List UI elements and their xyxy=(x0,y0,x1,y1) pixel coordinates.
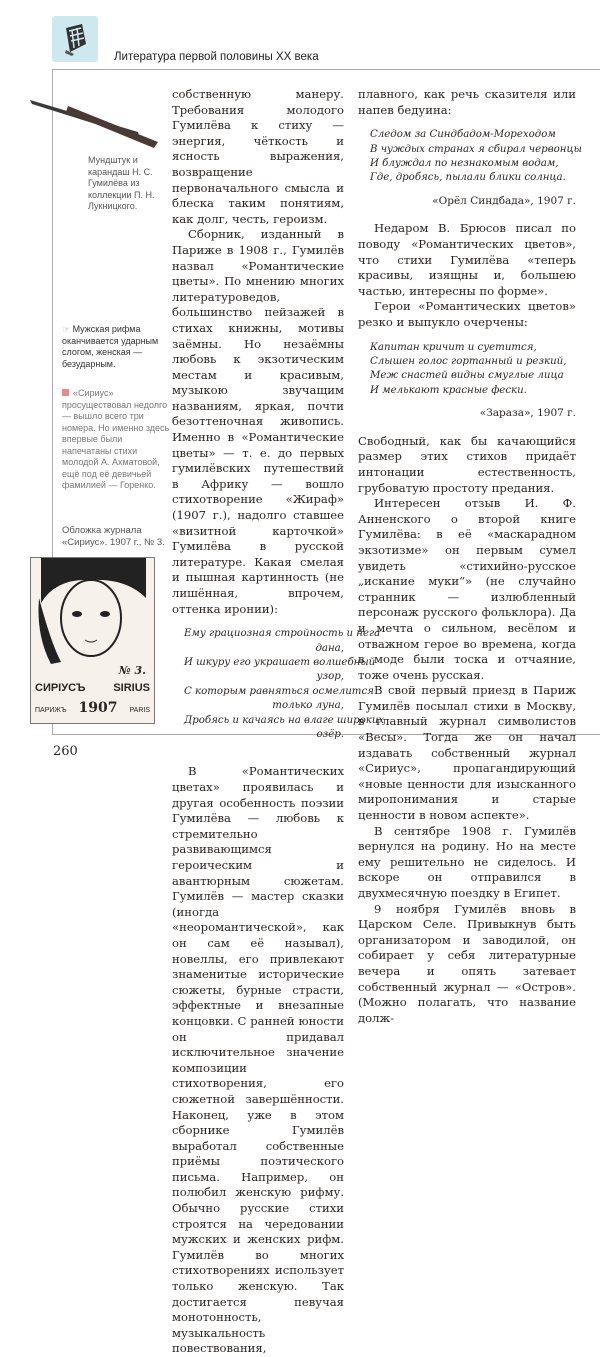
cover-year: 1907 xyxy=(78,700,118,716)
poem-line: И мелькают красные фески. xyxy=(370,384,527,396)
poem-line: Где, дробясь, пылали блики солнца. xyxy=(370,172,566,184)
cover-title-lat: SIRIUS xyxy=(113,682,150,694)
poem-line: С которым равняться осмелится xyxy=(184,685,374,697)
middle-column xyxy=(172,87,385,1357)
paragraph: В свой первый приезд в Париж Гумилёв посылал стихи в Москву, в главный журнал символистов «Весы». Тогда же он начал издавать собственный журнал «Сириус», пропагандирующий «новые ценности для изысканного миропонимания и старые ценности в новом аспекте». xyxy=(358,683,576,823)
page-number: 260 xyxy=(53,744,78,759)
poem-line: Ему грациозная стройность и нега xyxy=(184,628,381,640)
section-title: Литература первой половины XX века xyxy=(114,51,319,63)
cover-title-row xyxy=(35,682,150,694)
paragraph: собственную манеру. Требования молодого Гумилёва к стиху — энергия, чёткость и ясность выражения, возвращение первоначального смысла и блеска таким понятиям, как долг, честь, героизм. xyxy=(172,87,344,226)
paragraph: Интересен отзыв И. Ф. Анненского о второй книге Гумилёва: в её «маскарадном экзотизме» он первым сумел увидеть «стихийно-русское „искание муки“» (не случайно странник — излюбленный персонаж русского фольклора). Да и мечта о сильном, весёлом и отважном герое во времена, когда в моде были тоска и отчаяние, тоже очень русская. xyxy=(358,496,576,682)
note-marker-icon xyxy=(62,389,69,396)
poem-line: Слышен голос гортанный и резкий, xyxy=(370,355,567,367)
paragraph: Свободный, как бы качающийся размер этих стихов придаёт интонации естественность, грубоватую простоту предания. xyxy=(358,433,576,495)
poem-source: «Орёл Синдбада», 1907 г. xyxy=(432,194,576,207)
paragraph: Герои «Романтических цветов» резко и выпукло очерчены: xyxy=(358,299,576,329)
poem-line: В чуждых странах я сбирал червонцы xyxy=(370,143,582,155)
paragraph: 9 ноября Гумилёв вновь в Царском Селе. Привыкнув быть организатором и заводилой, он собирает у себя литературные вечера и опять затевает собственный журнал — «Остров». (Можно полагать, что название долж- xyxy=(358,901,576,1025)
paragraph: Недаром В. Брюсов писал по поводу «Романтических цветов», что стихи Гумилёва «теперь красивы, изящны и, большею частью, интересны по форме». xyxy=(358,221,576,298)
poem-line: Следом за Синдбадом-Мореходом xyxy=(370,129,556,141)
poem-source: «Зараза», 1907 г. xyxy=(479,407,576,420)
cover-bottom-row xyxy=(35,700,150,716)
poem-line: дана, xyxy=(315,642,344,654)
right-column xyxy=(358,87,582,1026)
poem-line: только луна, xyxy=(272,700,344,712)
paragraph: плавного, как речь сказителя или напев бедуина: xyxy=(358,87,576,117)
sirius-note xyxy=(62,388,172,492)
pencil-caption: Мундштук и карандаш Н. С. Гумилёва из коллекции П. Н. Лукницкого. xyxy=(88,155,155,211)
cover-city-ru: ПАРИЖЪ xyxy=(35,707,67,714)
paragraph: В сентябре 1908 г. Гумилёв вернулся на родину. Но на месте ему решительно не сиделось. И вскоре он отправился в двухмесячную поездку в Египет. xyxy=(358,823,576,900)
poem-sindbad xyxy=(370,128,582,186)
poem-line: Дробясь и качаясь на влаге широких xyxy=(184,714,385,726)
poem-line: озёр. xyxy=(316,729,344,741)
frame-divider xyxy=(52,69,600,70)
cover-city-lat: PARIS xyxy=(129,707,150,714)
poem-line: Капитан кричит и суетится, xyxy=(370,341,537,353)
cover-caption: Обложка журнала «Сириус». 1907 г., № 3. xyxy=(62,525,165,548)
poem-giraffe xyxy=(184,627,385,742)
poem-line: узор, xyxy=(316,671,344,683)
cover-issue: № 3. xyxy=(118,664,146,677)
poem-line: И шкуру его украшает волшебный xyxy=(184,657,376,668)
paragraph: Сборник, изданный в Париже в 1908 г., Гумилёв назвал «Романтические цветы». По мнению многих литературоведов, большинство пейзажей в стихах книжны, мотивы заёмны. Но незаёмны любовь к экзотическим местам и красивым, музыкою звучащим названиям, яркая, почти безоттеночная живопись. Именно в «Романтические цветы» — т. е. до первых гумилёвских путешествий в Африку — вошло стихотворение «Жираф» (1907 г.), надолго ставшее «визитной карточкой» Гумилёва в русской литературе. Какая смелая и пышная картинность (не лишённая, впрочем, оттенка иронии): xyxy=(172,227,344,616)
sirius-cover-image xyxy=(30,557,155,724)
rhyme-note-text: Мужская рифма оканчивается ударным слогом, женская — безударным. xyxy=(62,324,159,369)
pencil-photo xyxy=(28,92,168,152)
poem-line: И блуждал по незнакомым водам, xyxy=(370,158,559,169)
sirius-note-text: «Сириус» просуществовал недолго — вышло всего три номера. Но именно здесь впервые были напечатаны стихи молодой А. Ахматовой, ещё под её девичьей фамилией — Горенко. xyxy=(62,388,170,490)
poem-line: Меж снастей видны смуглые лица xyxy=(370,370,564,382)
cover-title-ru: СИРIУСЪ xyxy=(35,682,86,694)
rhyme-note: ☞ Мужская рифма оканчивается ударным слогом, женская — безударным. xyxy=(62,324,159,369)
poem-zaraza xyxy=(370,341,576,399)
paragraph: В «Романтических цветах» проявилась и другая особенность поэзии Гумилёва — любовь к стремительно развивающимся героическим и авантюрным сюжетам. Гумилёв — мастер сказки (иногда «неоромантической», как он сам её называл), новеллы, его привлекают знаменитые исторические сюжеты, бурные страсти, эффектные и внезапные концовки. С ранней юности он придавал исключительное значение композиции стихотворения, его сюжетной завершённости. Наконец, уже в этом сборнике Гумилёв выработал собственные приёмы поэтического письма. Например, он полюбил женскую рифму. Обычно русские стихи строятся на чередовании мужских и женских рифм. Гумилёв во многих стихотворениях использует только женскую. Так достигается певучая монотонность, музыкальность повествования, xyxy=(172,764,344,1356)
chapter-icon xyxy=(52,16,98,62)
